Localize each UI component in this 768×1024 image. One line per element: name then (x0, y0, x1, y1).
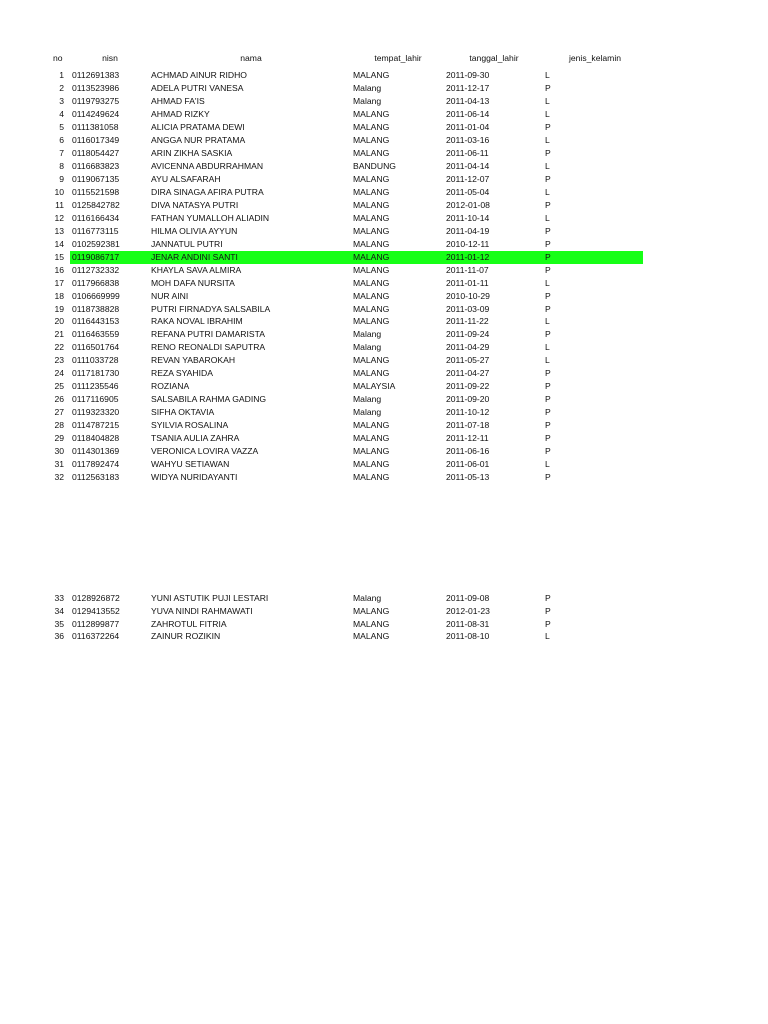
row-tempat-lahir: MALANG (353, 277, 390, 288)
row-jenis-kelamin: P (545, 368, 551, 379)
row-nisn: 0117966838 (72, 277, 120, 288)
header-no: no (53, 53, 63, 63)
row-no: 11 (55, 199, 64, 210)
row-nama: AYU ALSAFARAH (151, 173, 221, 184)
row-jenis-kelamin: L (545, 277, 550, 288)
table-row (0, 147, 768, 160)
row-nama: REZA SYAHIDA (151, 368, 213, 379)
row-tempat-lahir: BANDUNG (353, 160, 396, 171)
table-row (0, 108, 768, 121)
row-tanggal-lahir: 2010-10-29 (446, 290, 490, 301)
row-tempat-lahir: MALANG (353, 199, 390, 210)
row-nama: SALSABILA RAHMA GADING (151, 394, 267, 405)
row-nisn: 0118404828 (72, 433, 120, 444)
row-nisn: 0112563183 (72, 472, 120, 483)
row-jenis-kelamin: L (545, 631, 550, 642)
row-tanggal-lahir: 2011-01-04 (446, 121, 490, 132)
row-nama: AHMAD RIZKY (151, 108, 210, 119)
row-jenis-kelamin: P (545, 394, 551, 405)
row-nisn: 0128926872 (72, 593, 120, 603)
row-tempat-lahir: MALANG (353, 472, 390, 483)
row-no: 28 (54, 420, 64, 431)
row-tanggal-lahir: 2011-06-16 (446, 446, 490, 457)
row-nama: TSANIA AULIA ZAHRA (151, 433, 240, 444)
table-row (0, 290, 768, 303)
table-row (0, 630, 768, 643)
table-row (0, 341, 768, 354)
row-tempat-lahir: MALANG (353, 70, 390, 80)
row-nama: VERONICA LOVIRA VAZZA (151, 446, 259, 457)
row-tempat-lahir: MALANG (353, 631, 390, 642)
row-tempat-lahir: Malang (353, 329, 382, 340)
row-no: 14 (54, 238, 64, 249)
row-nisn: 0129413552 (72, 605, 120, 616)
row-no: 27 (54, 407, 64, 418)
header-tempat-lahir: tempat_lahir (374, 53, 422, 63)
row-tempat-lahir: MALANG (353, 173, 390, 184)
row-nisn: 0114301369 (72, 446, 120, 457)
row-jenis-kelamin: P (545, 407, 551, 418)
row-nama: ARIN ZIKHA SASKIA (151, 147, 233, 158)
row-nisn: 0113523986 (72, 83, 120, 93)
row-tempat-lahir: MALANG (353, 121, 390, 132)
row-jenis-kelamin: P (545, 173, 551, 184)
row-tempat-lahir: MALANG (353, 355, 390, 366)
row-jenis-kelamin: P (545, 446, 551, 457)
row-nama: SIFHA OKTAVIA (151, 407, 215, 418)
row-tempat-lahir: MALANG (353, 316, 390, 327)
row-no: 34 (54, 605, 64, 616)
row-tempat-lahir: Malang (353, 407, 382, 418)
row-nama: ZAHROTUL FITRIA (151, 618, 227, 629)
row-tempat-lahir: MALANG (353, 420, 390, 431)
row-no: 31 (54, 459, 64, 470)
row-jenis-kelamin: P (545, 290, 551, 301)
header-jenis-kelamin: jenis_kelamin (568, 53, 622, 63)
table-row (0, 160, 768, 173)
row-jenis-kelamin: L (545, 134, 550, 145)
row-tempat-lahir: MALANG (353, 368, 390, 379)
table-row (0, 393, 768, 406)
row-nama: JANNATUL PUTRI (151, 238, 223, 249)
row-nisn: 0119086717 (72, 251, 120, 262)
row-nisn: 0112899877 (72, 618, 120, 629)
row-tanggal-lahir: 2012-01-23 (446, 605, 490, 616)
row-nisn: 0116683823 (72, 160, 120, 171)
row-no: 30 (54, 446, 64, 457)
row-tempat-lahir: MALANG (353, 618, 390, 629)
row-nisn: 0116773115 (72, 225, 119, 236)
row-nisn: 0116372264 (72, 631, 120, 642)
row-tanggal-lahir: 2011-03-09 (446, 303, 490, 314)
row-tanggal-lahir: 2011-04-13 (446, 95, 490, 106)
row-tanggal-lahir: 2011-05-27 (446, 355, 490, 366)
row-nama: NUR AINI (151, 290, 189, 301)
row-nisn: 0117116905 (72, 394, 119, 405)
row-nisn: 0102592381 (72, 238, 120, 249)
row-nama: SYILVIA ROSALINA (151, 420, 229, 431)
row-nisn: 0112732332 (72, 264, 120, 275)
row-tanggal-lahir: 2011-06-11 (446, 147, 489, 158)
row-nama: REFANA PUTRI DAMARISTA (151, 329, 265, 340)
table-row (0, 134, 768, 147)
row-nama: ANGGA NUR PRATAMA (151, 134, 246, 145)
table-row (0, 328, 768, 341)
table-row (0, 121, 768, 134)
row-nisn: 0119323320 (72, 407, 120, 418)
table-row (0, 618, 768, 631)
row-jenis-kelamin: P (545, 83, 551, 93)
row-no: 9 (59, 173, 64, 184)
row-nama: YUNI ASTUTIK PUJI LESTARI (151, 593, 269, 603)
row-no: 32 (54, 472, 64, 483)
row-nama: DIRA SINAGA AFIRA PUTRA (151, 186, 264, 197)
table-row (0, 173, 768, 186)
row-nama: RAKA NOVAL IBRAHIM (151, 316, 243, 327)
row-nama: RENO REONALDI SAPUTRA (151, 342, 266, 353)
table-row (0, 419, 768, 432)
row-nama: AVICENNA ABDURRAHMAN (151, 160, 264, 171)
row-jenis-kelamin: L (545, 70, 550, 80)
row-no: 22 (54, 342, 64, 353)
row-nisn: 0117181730 (72, 368, 120, 379)
row-no: 21 (54, 329, 64, 340)
header-nama: nama (240, 53, 262, 63)
row-nama: WAHYU SETIAWAN (151, 459, 230, 470)
row-tanggal-lahir: 2012-01-08 (446, 199, 490, 210)
row-tanggal-lahir: 2011-12-17 (446, 83, 490, 93)
row-tanggal-lahir: 2011-03-16 (446, 134, 490, 145)
row-tanggal-lahir: 2011-08-31 (446, 618, 490, 629)
row-tanggal-lahir: 2011-09-20 (446, 394, 490, 405)
row-nama: JENAR ANDINI SANTI (151, 251, 238, 262)
row-jenis-kelamin: L (545, 212, 550, 223)
table-row (0, 95, 768, 108)
row-nama: FATHAN YUMALLOH ALIADIN (151, 212, 270, 223)
table-row (0, 82, 768, 95)
table-row (0, 199, 768, 212)
row-jenis-kelamin: P (545, 238, 551, 249)
row-tanggal-lahir: 2011-05-13 (446, 472, 490, 483)
row-nisn: 0118054427 (72, 147, 120, 158)
row-jenis-kelamin: P (545, 147, 551, 158)
row-tanggal-lahir: 2011-10-14 (446, 212, 490, 223)
row-nisn: 0111235546 (72, 381, 119, 392)
row-tanggal-lahir: 2011-07-18 (446, 420, 490, 431)
row-no: 35 (54, 618, 64, 629)
table-row (0, 592, 768, 605)
row-nama: AHMAD FA'IS (151, 95, 205, 106)
row-jenis-kelamin: P (545, 381, 551, 392)
row-tempat-lahir: Malang (353, 394, 382, 405)
row-tempat-lahir: MALANG (353, 264, 390, 275)
row-tempat-lahir: MALANG (353, 303, 390, 314)
row-no: 29 (54, 433, 64, 444)
row-nama: ADELA PUTRI VANESA (151, 83, 244, 93)
row-tanggal-lahir: 2011-11-07 (446, 264, 489, 275)
row-jenis-kelamin: P (545, 225, 551, 236)
row-tanggal-lahir: 2011-10-12 (446, 407, 490, 418)
row-no: 36 (54, 631, 64, 642)
row-nama: REVAN YABAROKAH (151, 355, 236, 366)
row-tanggal-lahir: 2011-06-14 (446, 108, 490, 119)
row-no: 15 (54, 251, 64, 262)
row-nisn: 0119067135 (72, 173, 120, 184)
row-jenis-kelamin: L (545, 95, 550, 106)
row-jenis-kelamin: L (545, 186, 550, 197)
row-jenis-kelamin: L (545, 355, 550, 366)
row-nisn: 0116463559 (72, 329, 120, 340)
row-jenis-kelamin: L (545, 160, 550, 171)
row-no: 1 (59, 70, 64, 80)
row-jenis-kelamin: P (545, 329, 551, 340)
row-jenis-kelamin: P (545, 433, 551, 444)
row-jenis-kelamin: L (545, 342, 550, 353)
row-no: 8 (59, 160, 64, 171)
table-row (0, 251, 768, 264)
row-tanggal-lahir: 2011-09-24 (446, 329, 490, 340)
row-no: 5 (59, 121, 64, 132)
row-nisn: 0106669999 (72, 290, 120, 301)
row-no: 12 (54, 212, 64, 223)
row-no: 16 (54, 264, 64, 275)
row-no: 13 (54, 225, 64, 236)
table-row (0, 406, 768, 419)
row-no: 2 (59, 83, 64, 93)
row-tempat-lahir: MALANG (353, 238, 390, 249)
row-no: 6 (59, 134, 64, 145)
row-tanggal-lahir: 2011-01-11 (446, 277, 489, 288)
row-tempat-lahir: MALANG (353, 459, 390, 470)
row-jenis-kelamin: P (545, 593, 551, 603)
row-no: 19 (54, 303, 64, 314)
table-row (0, 277, 768, 290)
row-tempat-lahir: MALANG (353, 446, 390, 457)
table-row (0, 471, 768, 484)
row-nama: ALICIA PRATAMA DEWI (151, 121, 245, 132)
row-tempat-lahir: MALANG (353, 212, 390, 223)
table-row (0, 186, 768, 199)
row-jenis-kelamin: L (545, 108, 550, 119)
row-tempat-lahir: Malang (353, 83, 382, 93)
row-jenis-kelamin: P (545, 199, 551, 210)
row-nama: YUVA NINDI RAHMAWATI (151, 605, 253, 616)
row-no: 20 (54, 316, 64, 327)
row-nama: DIVA NATASYA PUTRI (151, 199, 239, 210)
row-tanggal-lahir: 2011-11-22 (446, 316, 489, 327)
row-tempat-lahir: MALANG (353, 251, 390, 262)
row-nisn: 0115521598 (72, 186, 120, 197)
row-tanggal-lahir: 2011-09-30 (446, 70, 490, 80)
row-no: 23 (54, 355, 64, 366)
table-row (0, 445, 768, 458)
row-no: 18 (54, 290, 64, 301)
row-nisn: 0114787215 (72, 420, 120, 431)
row-nisn: 0114249624 (72, 108, 120, 119)
table-row (0, 225, 768, 238)
table-row (0, 367, 768, 380)
row-no: 3 (59, 95, 64, 106)
row-tanggal-lahir: 2011-12-07 (446, 173, 490, 184)
table-row (0, 432, 768, 445)
row-nama: ZAINUR ROZIKIN (151, 631, 221, 642)
table-row (0, 458, 768, 471)
row-tanggal-lahir: 2011-01-12 (446, 251, 490, 262)
row-tanggal-lahir: 2011-12-11 (446, 433, 489, 444)
row-jenis-kelamin: P (545, 264, 551, 275)
row-nisn: 0116017349 (72, 134, 120, 145)
row-nama: KHAYLA SAVA ALMIRA (151, 264, 242, 275)
row-jenis-kelamin: P (545, 605, 551, 616)
row-nama: ROZIANA (151, 381, 190, 392)
row-nama: WIDYA NURIDAYANTI (151, 472, 238, 483)
table-row (0, 315, 768, 328)
table-row (0, 354, 768, 367)
row-tempat-lahir: Malang (353, 342, 382, 353)
row-no: 17 (54, 277, 64, 288)
row-nisn: 0112691383 (72, 70, 120, 80)
row-nisn: 0117892474 (72, 459, 120, 470)
row-tanggal-lahir: 2011-05-04 (446, 186, 490, 197)
table-row (0, 212, 768, 225)
table-row (0, 264, 768, 277)
row-jenis-kelamin: P (545, 618, 551, 629)
row-tempat-lahir: MALANG (353, 108, 390, 119)
row-tempat-lahir: MALANG (353, 605, 390, 616)
row-tanggal-lahir: 2011-08-10 (446, 631, 490, 642)
row-tempat-lahir: Malang (353, 95, 382, 106)
row-nisn: 0118738828 (72, 303, 120, 314)
table-row (0, 303, 768, 316)
row-nisn: 0119793275 (72, 95, 120, 106)
row-no: 25 (54, 381, 64, 392)
row-no: 26 (54, 394, 64, 405)
row-jenis-kelamin: L (545, 459, 550, 470)
row-tanggal-lahir: 2011-09-08 (446, 593, 490, 603)
row-jenis-kelamin: L (545, 316, 550, 327)
row-jenis-kelamin: P (545, 472, 551, 483)
row-no: 33 (54, 593, 64, 603)
table-row (0, 69, 768, 82)
row-nama: PUTRI FIRNADYA SALSABILA (151, 303, 271, 314)
row-no: 10 (54, 186, 64, 197)
row-nisn: 0111381058 (72, 121, 119, 132)
row-jenis-kelamin: P (545, 251, 551, 262)
row-tempat-lahir: MALANG (353, 290, 390, 301)
row-jenis-kelamin: P (545, 420, 551, 431)
row-nisn: 0111033728 (72, 355, 119, 366)
row-tempat-lahir: MALANG (353, 134, 390, 145)
row-tanggal-lahir: 2011-04-29 (446, 342, 490, 353)
row-no: 7 (59, 147, 64, 158)
row-tempat-lahir: MALANG (353, 433, 390, 444)
table-row (0, 605, 768, 618)
table-row (0, 238, 768, 251)
row-jenis-kelamin: P (545, 303, 551, 314)
table-header-row (0, 52, 768, 65)
row-nama: HILMA OLIVIA AYYUN (151, 225, 238, 236)
header-nisn: nisn (102, 53, 118, 63)
row-tanggal-lahir: 2011-04-27 (446, 368, 490, 379)
row-tanggal-lahir: 2011-09-22 (446, 381, 490, 392)
row-nisn: 0116443153 (72, 316, 120, 327)
row-tempat-lahir: MALAYSIA (353, 381, 396, 392)
row-nisn: 0125842782 (72, 199, 120, 210)
row-tanggal-lahir: 2011-04-19 (446, 225, 490, 236)
row-nama: ACHMAD AINUR RIDHO (151, 70, 247, 80)
row-nisn: 0116501764 (72, 342, 120, 353)
row-nisn: 0116166434 (72, 212, 120, 223)
row-jenis-kelamin: P (545, 121, 551, 132)
row-tempat-lahir: MALANG (353, 225, 390, 236)
row-tempat-lahir: MALANG (353, 186, 390, 197)
row-tanggal-lahir: 2010-12-11 (446, 238, 490, 249)
row-no: 24 (54, 368, 64, 379)
row-no: 4 (59, 108, 64, 119)
table-row (0, 380, 768, 393)
row-tempat-lahir: Malang (353, 593, 382, 603)
header-tanggal-lahir: tanggal_lahir (469, 53, 519, 63)
row-tanggal-lahir: 2011-04-14 (446, 160, 490, 171)
row-nama: MOH DAFA NURSITA (151, 277, 235, 288)
row-tempat-lahir: MALANG (353, 147, 390, 158)
row-tanggal-lahir: 2011-06-01 (446, 459, 490, 470)
